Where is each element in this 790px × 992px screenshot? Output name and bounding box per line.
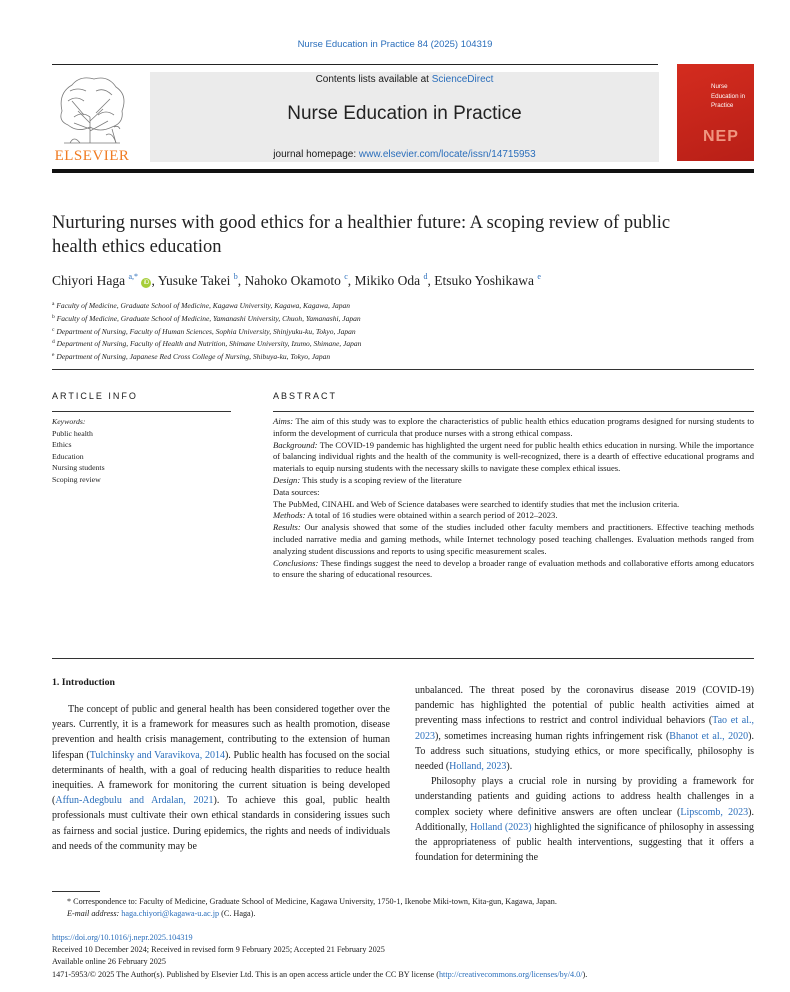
affiliation-text: Faculty of Medicine, Graduate School of Medicine, Kagawa University, Kagawa, Kagawa, Japan xyxy=(56,301,351,310)
abstract-text: These findings suggest the need to develop a broader range of evaluation methods and collaborative efforts among educators to ensure the sharing of educational resources. xyxy=(273,557,754,580)
keyword: Nursing students xyxy=(52,463,105,472)
author-name[interactable]: Nahoko Okamoto xyxy=(244,273,341,288)
abstract-text: The COVID-19 pandemic has highlighted the urgent need for public health ethics education in nursing. While the importance of balancing individual rights and the health of the community is well-recognized, there is a dearth of effective educational programs and materials to equip nursing students with the necessary skills to navigate these complex ethical issues. xyxy=(273,439,754,474)
journal-homepage-link[interactable]: www.elsevier.com/locate/issn/14715953 xyxy=(358,149,536,160)
affiliation-list xyxy=(52,299,752,363)
body-text: ). Public health has focused on the social determinants of health, with a goal of reducing health disparities to reduce health inequities. A framework for monitoring the current situation is being developed ( xyxy=(52,749,390,807)
author-affiliation-mark[interactable]: e xyxy=(537,272,541,281)
license-text: 1471-5953/© 2025 The Author(s). Published by Elsevier Ltd. This is an open access article under the CC BY license ( xyxy=(52,969,439,979)
article-info-rule xyxy=(52,411,231,412)
keywords-label: Keywords: xyxy=(52,417,86,426)
abstract-design xyxy=(273,475,754,487)
footnote-rule xyxy=(52,891,100,892)
body-text: ). xyxy=(506,761,513,773)
cover-title-line: Practice xyxy=(711,102,734,109)
abstract-label: Design: xyxy=(273,474,301,485)
author-affiliation-mark[interactable]: b xyxy=(233,272,238,281)
abstract-heading: ABSTRACT xyxy=(273,391,338,401)
article-info-heading: ARTICLE INFO xyxy=(52,391,138,401)
cover-title-line: Nurse xyxy=(711,83,728,90)
body-text: ). Additionally, xyxy=(415,806,754,833)
email-link[interactable]: haga.chiyori@kagawa-u.ac.jp xyxy=(121,909,220,919)
article-footer xyxy=(52,932,762,981)
section-divider xyxy=(52,369,754,370)
affiliation-text: Department of Nursing, Faculty of Human Sciences, Sophia University, Shinjyuku-ku, Tokyo, Japan xyxy=(56,326,356,336)
email-suffix: (C. Haga). xyxy=(219,909,256,919)
abstract-background xyxy=(273,440,754,475)
author-affiliation-mark[interactable]: d xyxy=(423,272,428,281)
email-label: E-mail address: xyxy=(67,909,120,919)
author-list: Chiyori Haga $^{a,*}$ iD , Yusuke Takei $^b$, Nahoko Okamoto $^c$, Mikiko Oda $^d$, Etsuko Yoshikawa $^e$ xyxy=(52,272,541,288)
keyword: Public health xyxy=(52,428,93,438)
keywords-block xyxy=(52,416,232,485)
section-heading-introduction: 1. Introduction xyxy=(52,677,115,688)
cover-nep-mark: NEP xyxy=(703,128,739,145)
abstract-label: Results: xyxy=(273,522,301,533)
orcid-icon[interactable]: iD xyxy=(141,278,151,288)
license-link[interactable]: http://creativecommons.org/licenses/by/4.0/ xyxy=(438,969,583,979)
cover-title-line: Education in xyxy=(711,92,746,100)
abstract-text: The aim of this study was to explore the characteristics of public health ethics education programs designed for nursing students to inform the development of curricula that produce nurses with a strong ethical compass. xyxy=(273,416,754,438)
author-affiliation-mark[interactable]: a,* xyxy=(128,272,139,281)
elsevier-wordmark: ELSEVIER xyxy=(54,148,130,164)
cover-title xyxy=(711,82,754,111)
available-online-date: Available online 26 February 2025 xyxy=(52,957,166,967)
journal-homepage-line xyxy=(150,149,659,160)
correspondence-footnote xyxy=(52,896,754,920)
affiliation-mark: a xyxy=(52,301,55,307)
body-paragraph xyxy=(52,702,390,854)
affiliation xyxy=(52,325,752,338)
abstract-results xyxy=(273,522,754,557)
affiliation-text: Department of Nursing, Faculty of Health and Nutrition, Shimane University, Izumo, Shimane, Japan xyxy=(56,339,362,349)
contents-prefix: Contents lists available at xyxy=(315,74,432,85)
header-top-rule xyxy=(52,64,658,65)
reference-link[interactable]: Tulchinsky and Varavikova, 2014 xyxy=(89,749,225,761)
contents-availability-line xyxy=(150,74,659,85)
abstract-data-sources-label: Data sources: xyxy=(273,486,320,497)
keyword: Scoping review xyxy=(52,474,101,484)
author-name[interactable]: Mikiko Oda xyxy=(354,273,421,288)
article-title: Nurturing nurses with good ethics for a healthier future: A scoping review of public health ethics education xyxy=(52,213,671,257)
author-affiliation-mark[interactable]: c xyxy=(344,272,348,281)
homepage-prefix: journal homepage: xyxy=(273,149,359,160)
body-column-right xyxy=(415,683,754,865)
email-line xyxy=(52,908,754,920)
journal-title: Nurse Education in Practice xyxy=(287,103,522,124)
abstract-data-sources: The PubMed, CINAHL and Web of Science databases were searched to identify studies that met the inclusion criteria. xyxy=(273,498,680,509)
body-text: unbalanced. The threat posed by the coronavirus disease 2019 (COVID-19) pandemic has highlighted the potential of public health activities aimed at preventing mass infections to restrict and control individual behaviors ( xyxy=(415,685,754,727)
author-name[interactable]: Chiyori Haga xyxy=(52,273,126,288)
abstract-label: Aims: xyxy=(273,416,294,426)
received-dates: Received 10 December 2024; Received in revised form 9 February 2025; Accepted 21 February 2025 xyxy=(52,945,385,955)
body-text: highlighted the significance of philosophy in assessing the appropriateness of public health interventions, suggesting that it offers a foundation for determining the xyxy=(415,821,754,864)
affiliation xyxy=(52,299,752,312)
reference-link[interactable]: Lipscomb, 2023 xyxy=(680,806,749,818)
keyword: Ethics xyxy=(52,440,72,449)
reference-link[interactable]: Bhanot et al., 2020 xyxy=(669,730,749,742)
abstract-methods xyxy=(273,510,754,522)
footnote-mark: * xyxy=(67,897,72,906)
reference-link[interactable]: Holland, 2023 xyxy=(449,761,507,773)
abstract-conclusions xyxy=(273,558,754,582)
abstract-label: Background: xyxy=(273,439,318,450)
affiliation xyxy=(52,312,752,325)
affiliation-mark: e xyxy=(52,352,55,359)
reference-link[interactable]: Affun-Adegbulu and Ardalan, 2021 xyxy=(55,795,214,807)
author-name[interactable]: Etsuko Yoshikawa xyxy=(434,273,535,288)
doi-link[interactable]: https://doi.org/10.1016/j.nepr.2025.104319 xyxy=(52,933,193,942)
affiliation-text: Faculty of Medicine, Graduate School of Medicine, Yamanashi University, Chuoh, Yamanashi, Japan xyxy=(56,313,361,323)
affiliation-mark: b xyxy=(52,313,55,320)
body-text: ), sometimes increasing human rights infringement risk ( xyxy=(435,730,670,742)
body-paragraph xyxy=(415,683,754,774)
correspondence-line xyxy=(52,896,754,908)
affiliation xyxy=(52,337,752,350)
correspondence-text: Correspondence to: Faculty of Medicine, Graduate School of Medicine, Kagawa University, 1750-1, Ikenobe Miki-town, Kita-gun, Kagawa, Japan. xyxy=(71,897,557,906)
reference-link[interactable]: Holland (2023) xyxy=(470,821,532,833)
body-paragraph xyxy=(415,774,754,865)
abstract-label: Conclusions: xyxy=(273,557,319,568)
abstract-text: Our analysis showed that some of the studies included other faculty members and practitioners. Effective teaching methods included narrative media and gaming methods, while Internet technology posed teaching challenges. Evaluation methods ranged from analyzing student discussions and reports to using specific measurement scales. xyxy=(273,522,754,556)
body-text: ). To achieve this goal, public health professionals must cultivate their own ethical standards in considering issues such as fairness and social justice. During epidemics, the rights and needs of individuals and needs of the community may be xyxy=(52,795,390,852)
author-name[interactable]: Yusuke Takei xyxy=(157,273,231,288)
abstract-label: Methods: xyxy=(273,510,306,521)
affiliation-mark: d xyxy=(52,339,55,346)
header-bottom-rule xyxy=(52,169,754,173)
affiliation-text: Department of Nursing, Japanese Red Cross College of Nursing, Shibuya-ku, Tokyo, Japan xyxy=(56,352,331,362)
body-column-left xyxy=(52,702,390,854)
license-line xyxy=(52,969,762,981)
abstract-text: This study is a scoping review of the literature xyxy=(300,474,462,485)
license-text: ). xyxy=(582,969,588,979)
abstract-text: A total of 16 studies were obtained within a search period of 2012–2023. xyxy=(305,510,558,521)
abstract-aims xyxy=(273,416,754,440)
abstract-rule xyxy=(273,411,754,412)
body-text: The concept of public and general health has been considered together over the years. Currently, it is a framework for measures such as health promotion, disease prevention and health crisis management, contributing to the extension of human lifespan ( xyxy=(52,704,390,761)
affiliation xyxy=(52,350,752,363)
journal-citation-link[interactable]: Nurse Education in Practice 84 (2025) 104319 xyxy=(297,39,493,50)
reference-link[interactable]: Tao et al., 2023 xyxy=(415,715,754,742)
section-divider xyxy=(52,658,754,659)
sciencedirect-link[interactable]: ScienceDirect xyxy=(431,74,494,85)
keyword: Education xyxy=(52,451,84,461)
body-text: Philosophy plays a crucial role in nursing by providing a framework for understanding patients and guiding actions to address health challenges in a complex society where definitive answers are often unclear ( xyxy=(415,776,754,818)
journal-cover-thumbnail[interactable] xyxy=(677,64,754,161)
abstract-body xyxy=(273,416,754,581)
body-text: ). To address such situations, studying ethics, or more specifically, philosophy is needed ( xyxy=(415,730,754,773)
affiliation-mark: c xyxy=(52,326,55,333)
